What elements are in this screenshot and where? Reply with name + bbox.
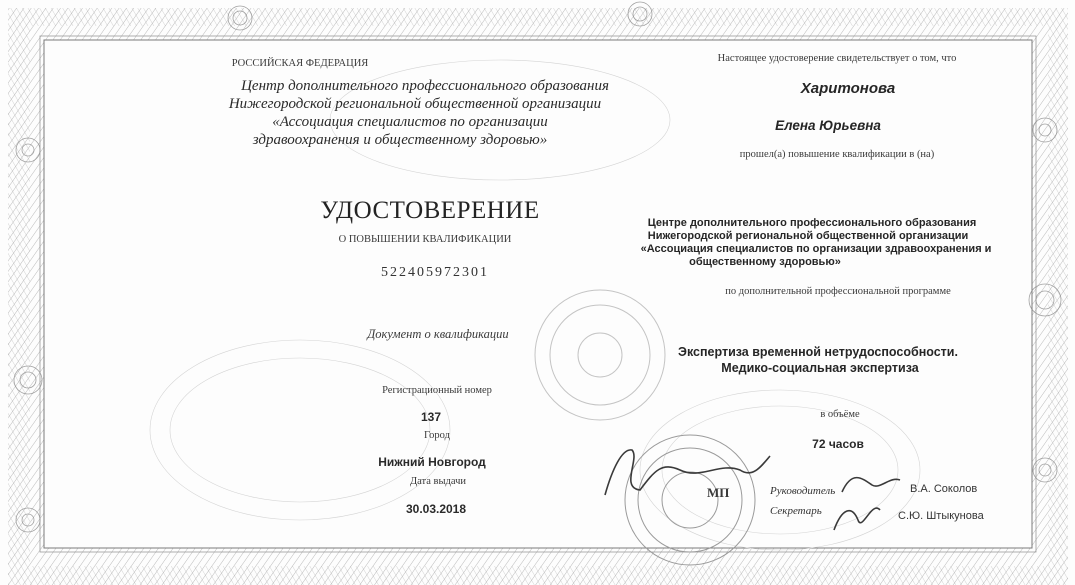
program-label: по дополнительной профессиональной программе — [725, 286, 951, 297]
secretary-name: С.Ю. Штыкунова — [898, 510, 984, 522]
head-label: Руководитель — [770, 485, 836, 497]
date-label: Дата выдачи — [409, 476, 467, 487]
city: Нижний Новгород — [378, 455, 486, 469]
head-name: В.А. Соколов — [910, 483, 978, 495]
reg-number-label: Регистрационный номер — [382, 385, 492, 396]
certifies-text: Настоящее удостоверение свидетельствует о том, что — [717, 53, 957, 64]
organization-line-1: Центре дополнительного профессионального образования — [647, 217, 977, 229]
doc-title: УДОСТОВЕРЕНИЕ — [320, 197, 540, 224]
issue-date: 30.03.2018 — [405, 502, 467, 516]
volume: 72 часов — [812, 437, 864, 451]
organization-line-3: «Ассоциация специалистов по организации здравоохранения и — [640, 243, 992, 255]
program-line-2: Медико-социальная экспертиза — [721, 361, 919, 375]
country-label: РОССИЙСКАЯ ФЕДЕРАЦИЯ — [231, 58, 369, 69]
doc-type: Документ о квалификации — [367, 327, 509, 341]
issuer-line-4: здравоохранения и общественному здоровью» — [252, 132, 548, 148]
passed-text: прошел(а) повышение квалификации в (на) — [739, 149, 935, 160]
serial-number: 522405972301 — [381, 265, 489, 280]
city-label: Город — [424, 430, 450, 441]
issuer-line-3: «Ассоциация специалистов по организации — [272, 114, 548, 130]
issuer-line-1: Центр дополнительного профессионального образования — [241, 78, 609, 94]
program-line-1: Экспертиза временной нетрудоспособности. — [678, 345, 958, 359]
organization-line-4: общественному здоровью» — [689, 256, 841, 268]
doc-subtitle: О ПОВЫШЕНИИ КВАЛИФИКАЦИИ — [338, 234, 512, 245]
issuer-line-2: Нижегородской региональной общественной организации — [228, 96, 602, 112]
organization-line-2: Нижегородской региональной общественной организации — [647, 230, 969, 242]
secretary-label: Секретарь — [770, 505, 822, 517]
volume-label: в объёме — [820, 409, 860, 420]
stamp-text: МП — [707, 485, 730, 500]
surname: Харитонова — [800, 80, 896, 97]
given-names: Елена Юрьевна — [775, 118, 881, 133]
reg-number: 137 — [420, 410, 442, 424]
